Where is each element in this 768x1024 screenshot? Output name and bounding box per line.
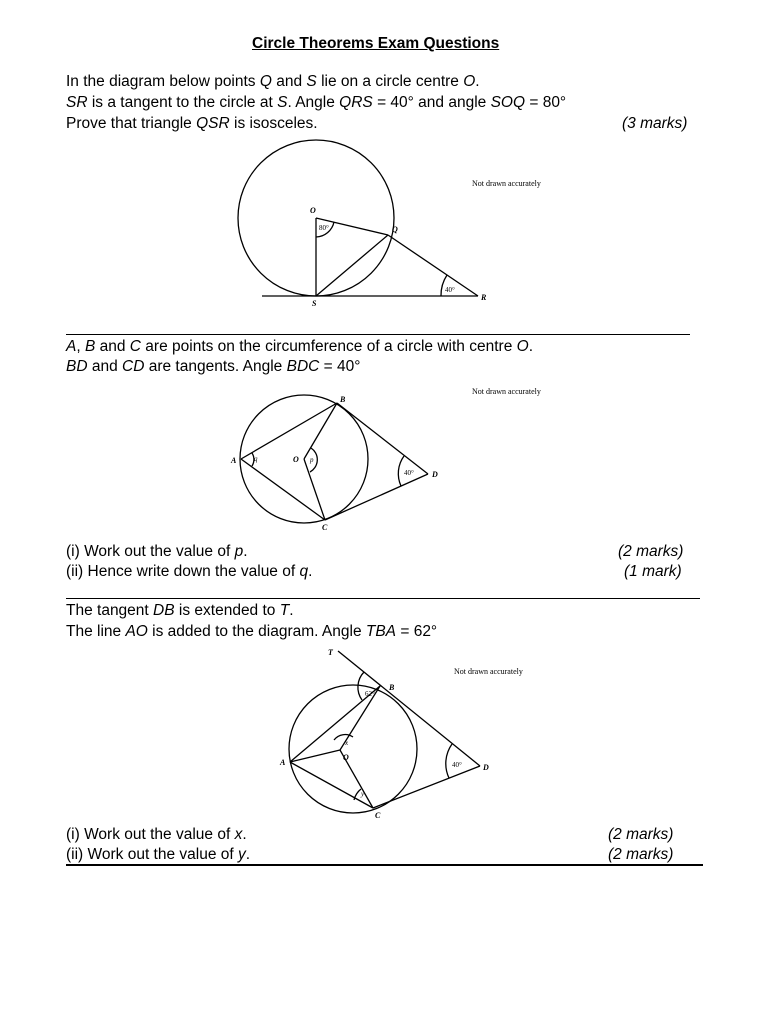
q3-angle-62: 62° (365, 690, 375, 698)
q1-text: O (463, 73, 476, 90)
q1-text: is isosceles. (229, 115, 318, 132)
q3-text: is added to the diagram. Angle (147, 623, 366, 640)
q3-label-c: C (375, 811, 381, 820)
q1-text: Prove that triangle (66, 115, 197, 132)
q2-text: CD (122, 358, 145, 375)
q1-text: SOQ (490, 94, 526, 111)
q3-part-text: . (245, 846, 251, 863)
q1-text: S (306, 73, 317, 90)
q2-label-c: C (322, 523, 328, 532)
q2-text: B (84, 338, 96, 355)
q1-label-q: Q (392, 225, 398, 234)
q3-part-text: x (234, 826, 243, 843)
q2-text: = 40° (319, 358, 361, 375)
q1-angle-40: 40° (445, 286, 455, 294)
page-title: Circle Theorems Exam Questions (252, 35, 500, 52)
q2-text: are points on the circumference of a circle with centre (141, 338, 517, 355)
q2-part-i-marks: (2 marks) (618, 543, 684, 560)
q1-marks: (3 marks) (622, 115, 688, 132)
q2-text: BD (66, 358, 88, 375)
q3-not-drawn-note: Not drawn accurately (454, 667, 523, 676)
q3-part-text: (ii) Work out the value of (66, 846, 239, 863)
q3-angle-x: x (345, 739, 349, 747)
q3-text: DB (153, 602, 175, 619)
q1-angle-80: 80° (319, 224, 329, 232)
q3-angle-arc-y (354, 789, 361, 800)
q2-part-text: . (243, 543, 248, 560)
q3-label-t: T (328, 648, 333, 657)
q2-text: . (528, 338, 533, 355)
q3-text: = 62° (396, 623, 438, 640)
q2-text: A (66, 338, 77, 355)
q3-angle-arc-x (334, 735, 353, 740)
q3-text: TBA (365, 623, 397, 640)
q3-angle-y: y (361, 790, 365, 798)
q1-text: In the diagram below points (66, 73, 260, 90)
q1-text: and (271, 73, 307, 90)
q2-label-o: O (293, 455, 299, 464)
q3-text: The line (66, 623, 126, 640)
q3-part-text: . (242, 826, 247, 843)
q1-text: lie on a circle centre (316, 73, 464, 90)
q1-text: is a tangent to the circle at (87, 94, 278, 111)
q1-text: Q (259, 73, 272, 90)
q3-circle (289, 685, 417, 813)
q3-text: AO (125, 623, 148, 640)
q3-text: is extended to (174, 602, 280, 619)
q2-part-text: p (234, 543, 244, 560)
q3-text: T (279, 602, 290, 619)
q2-angle-q: q (254, 455, 258, 463)
q1-text: S (277, 94, 288, 111)
q1-text: QRS (339, 94, 373, 111)
q1-text: . Angle (287, 94, 340, 111)
q3-part-text: y (238, 846, 246, 863)
q1-text: QSR (196, 115, 230, 132)
q1-label-o: O (310, 206, 316, 215)
q3-part-ii (66, 846, 250, 864)
q2-angle-p: p (310, 456, 314, 464)
q1-not-drawn-note: Not drawn accurately (472, 179, 541, 188)
q1-text: = 40° and angle (372, 94, 491, 111)
q3-angle-40: 40° (452, 761, 462, 769)
q2-label-a: A (231, 456, 237, 465)
q2-label-d: D (432, 470, 438, 479)
q2-text: O (516, 338, 529, 355)
q3-label-d: D (483, 763, 489, 772)
q3-tangent-cd (373, 766, 480, 808)
q1-text: = 80° (525, 94, 567, 111)
q2-part-text: (ii) Hence write down the value of (66, 563, 300, 580)
q3-text: . (289, 602, 294, 619)
q3-label-b: B (389, 683, 395, 692)
q2-text: and (95, 338, 130, 355)
q3-label-o: O (343, 753, 349, 762)
q2-text: BDC (286, 358, 320, 375)
q3-label-a: A (280, 758, 286, 767)
q2-part-text: (i) Work out the value of (66, 543, 235, 560)
q2-part-text: q (299, 563, 309, 580)
q2-label-b: B (340, 395, 346, 404)
divider-3 (66, 864, 703, 866)
q3-part-i (66, 826, 247, 844)
q1-text: . (475, 73, 480, 90)
q1-text: SR (66, 94, 88, 111)
q1-label-s: S (312, 299, 317, 308)
q3-part-text: (i) Work out the value of (66, 826, 235, 843)
q2-part-ii-marks: (1 mark) (624, 563, 682, 580)
q2-angle-40: 40° (404, 469, 414, 477)
q2-text: , (76, 338, 85, 355)
q1-label-r: R (481, 293, 487, 302)
q3-part-i-marks: (2 marks) (608, 826, 674, 843)
q2-text: C (129, 338, 141, 355)
q3-part-ii-marks: (2 marks) (608, 846, 674, 863)
q2-text: are tangents. Angle (144, 358, 287, 375)
q2-part-text: . (308, 563, 313, 580)
q2-not-drawn-note: Not drawn accurately (472, 387, 541, 396)
q2-text: and (87, 358, 123, 375)
q3-text: The tangent (66, 602, 154, 619)
